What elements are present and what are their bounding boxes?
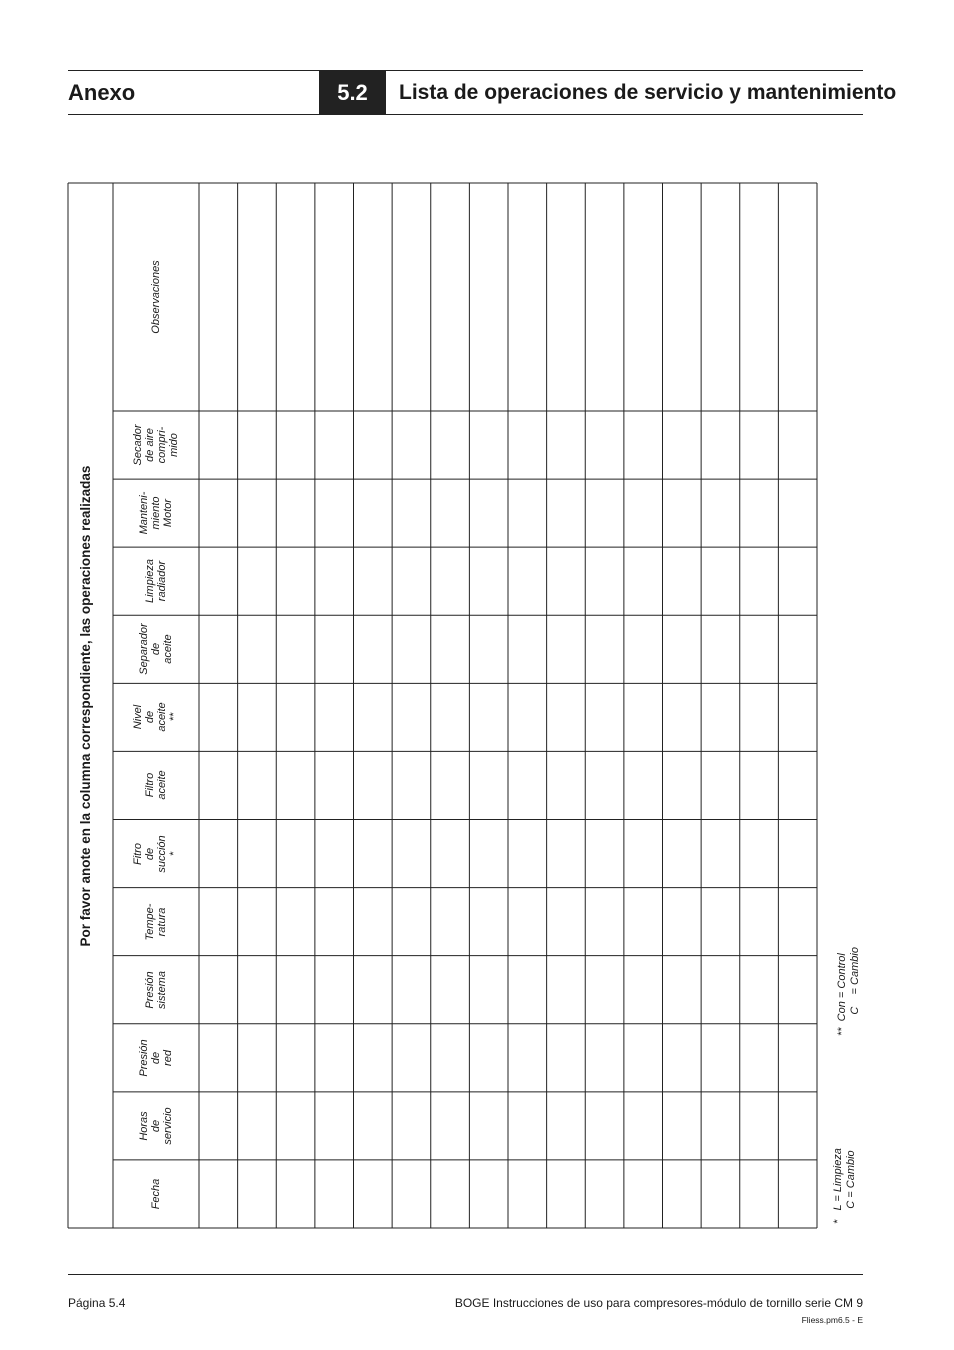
column-label-line: aceite — [161, 634, 174, 664]
column-label-line: Filtro — [143, 773, 156, 798]
column-label-line: Nivel — [131, 705, 144, 730]
page-title: Lista de operaciones de servicio y mantenimiento — [399, 81, 897, 104]
column-label-line: Motor — [161, 499, 174, 528]
column-label-line: de — [149, 1119, 162, 1133]
column-label-line: de — [149, 1051, 162, 1064]
footer-rule — [68, 1274, 863, 1275]
column-label-line: Presión — [143, 971, 156, 1009]
column-label — [113, 683, 199, 751]
column-label-line: Separador — [137, 623, 150, 675]
column-label — [113, 819, 199, 887]
column-label — [113, 615, 199, 683]
column-label-line: compri- — [155, 426, 168, 464]
column-label-line: servicio — [161, 1107, 174, 1145]
column-label — [113, 1092, 199, 1160]
column-label-line: mido — [167, 433, 180, 457]
column-label-line: Tempe- — [143, 903, 156, 941]
column-label-line: de — [143, 847, 156, 860]
column-label-line: aceite — [155, 702, 168, 733]
column-label-line: de aire — [143, 428, 156, 462]
column-label — [113, 479, 199, 547]
column-label-line: Secador — [131, 424, 144, 466]
column-label-line: succión — [155, 834, 168, 873]
column-label-line: Observaciones — [150, 260, 162, 334]
column-label-line: de — [149, 643, 162, 656]
section-label: Anexo — [68, 80, 136, 105]
column-label-line: aceite — [155, 770, 168, 801]
column-label-line: de — [143, 711, 156, 724]
column-label — [113, 411, 199, 479]
page-number: Página 5.4 — [68, 1296, 126, 1310]
column-label-line: * — [167, 851, 180, 856]
column-label-line: Limpieza — [143, 559, 156, 604]
column-label — [113, 751, 199, 819]
column-label — [113, 547, 199, 615]
column-label — [113, 888, 199, 956]
column-label-line: miento — [149, 496, 162, 530]
column-label-line: Manteni- — [137, 491, 150, 535]
column-label-line: Presión — [137, 1039, 150, 1077]
document-title: BOGE Instrucciones de uso para compresores-módulo de tornillo serie CM 9 — [454, 1296, 863, 1310]
column-label-line: sistema — [155, 970, 168, 1009]
column-label — [113, 1024, 199, 1092]
legend-double-star: ** Con = Control C = Cambio — [836, 947, 861, 1036]
column-label — [113, 1160, 199, 1228]
column-label — [113, 956, 199, 1024]
column-label-line: Fecha — [149, 1178, 162, 1210]
column-label — [113, 183, 199, 411]
column-label-line: ** — [167, 713, 180, 722]
column-label-line: Fitro — [131, 842, 144, 865]
legend-single-star: * L = Limpieza C = Cambio — [832, 1148, 857, 1224]
column-label-line: red — [161, 1049, 174, 1066]
file-reference: Fliess.pm6.5 - E — [801, 1315, 863, 1325]
section-number-badge: 5.2 — [319, 70, 386, 115]
instruction-banner: Por favor anote en la columna correspondiente, las operaciones realizadas — [78, 465, 93, 947]
column-label-line: radiador — [155, 561, 168, 602]
column-label-line: ratura — [155, 907, 168, 937]
column-label-line: Horas — [137, 1111, 150, 1141]
